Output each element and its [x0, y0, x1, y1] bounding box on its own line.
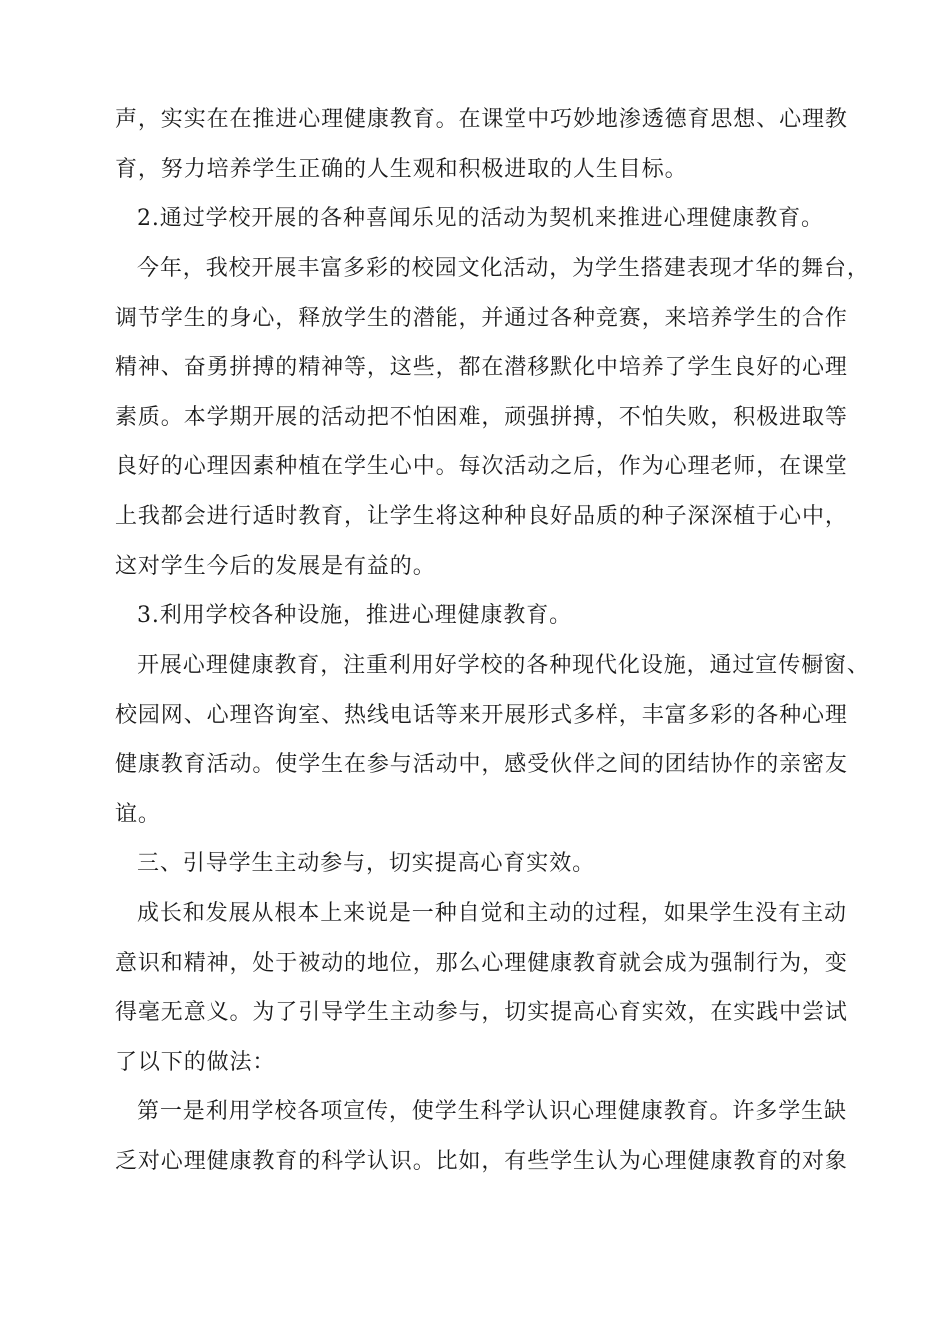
- text-line: 意识和精神，处于被动的地位，那么心理健康教育就会成为强制行为，变: [115, 951, 848, 976]
- text-line: 开展心理健康教育，注重利用好学校的各种现代化设施，通过宣传橱窗、: [137, 653, 870, 678]
- text-line: 声，实实在在推进心理健康教育。在课堂中巧妙地渗透德育思想、心理教: [115, 107, 848, 132]
- text-line: 育，努力培养学生正确的人生观和积极进取的人生目标。: [115, 157, 688, 182]
- text-line: 3.利用学校各种设施，推进心理健康教育。: [137, 603, 572, 628]
- text-line: 这对学生今后的发展是有益的。: [115, 554, 436, 579]
- text-line: 乏对心理健康教育的科学认识。比如，有些学生认为心理健康教育的对象: [115, 1149, 848, 1174]
- text-line: 谊。: [115, 802, 161, 827]
- text-line: 得毫无意义。为了引导学生主动参与，切实提高心育实效，在实践中尝试: [115, 1000, 848, 1025]
- text-line: 健康教育活动。使学生在参与活动中，感受伙伴之间的团结协作的亲密友: [115, 752, 848, 777]
- text-line: 良好的心理因素种植在学生心中。每次活动之后，作为心理老师，在课堂: [115, 454, 848, 479]
- text-line: 素质。本学期开展的活动把不怕困难，顽强拼搏，不怕失败，积极进取等: [115, 405, 848, 430]
- text-line: 调节学生的身心，释放学生的潜能，并通过各种竞赛，来培养学生的合作: [115, 306, 848, 331]
- text-line: 今年，我校开展丰富多彩的校园文化活动，为学生搭建表现才华的舞台，: [137, 256, 870, 281]
- text-line: 了以下的做法：: [115, 1050, 276, 1075]
- section-heading: 三、引导学生主动参与，切实提高心育实效。: [137, 851, 596, 876]
- text-line: 成长和发展从根本上来说是一种自觉和主动的过程，如果学生没有主动: [137, 901, 847, 926]
- text-line: 2.通过学校开展的各种喜闻乐见的活动为契机来推进心理健康教育。: [137, 206, 824, 231]
- text-line: 精神、奋勇拼搏的精神等，这些，都在潜移默化中培养了学生良好的心理: [115, 355, 848, 380]
- text-line: 校园网、心理咨询室、热线电话等来开展形式多样，丰富多彩的各种心理: [115, 703, 848, 728]
- text-line: 第一是利用学校各项宣传，使学生科学认识心理健康教育。许多学生缺: [137, 1099, 847, 1124]
- text-line: 上我都会进行适时教育，让学生将这种种良好品质的种子深深植于心中，: [115, 504, 848, 529]
